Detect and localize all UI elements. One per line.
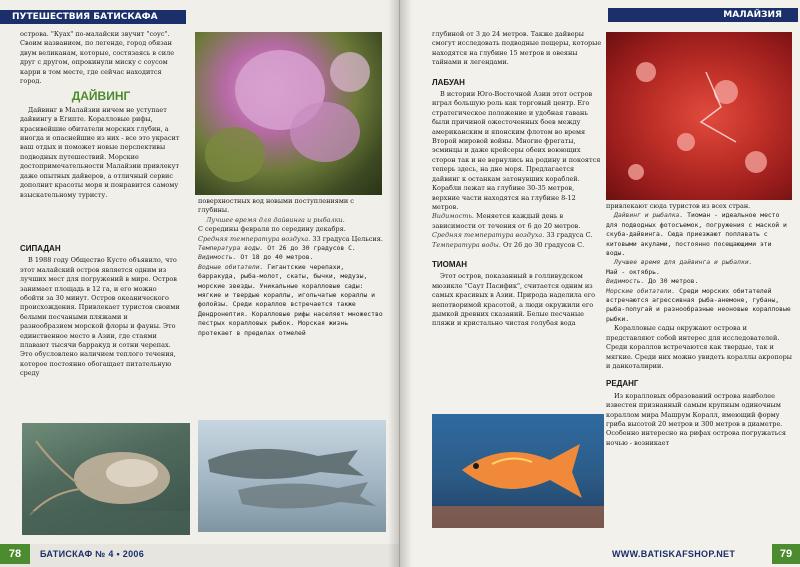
labuan-air-temp-value: 33 градуса С. [546,231,593,240]
tioman-paragraph: Этот остров, показанный в голливудском мюзикле "Саут Пасифик", считается одним из самых красивых в Азии. Природа наделила его непотворимой красотой, а люди окружили его дымкой древних сказаний. Белые песчаные пляжи и кристально чистая голубая вода [432,272,596,328]
right-page [400,0,800,567]
tioman-inhabitants-label: Морские обитатели. [606,286,676,295]
section-banner-left: ПУТЕШЕСТВИЯ БАТИСКАФА [0,10,186,24]
sipadan-paragraph: В 1988 году Общество Кусто объявило, что этот малайский остров является одним из лучших мест для погружений в мире. Остров занимает площадь в 12 га, и его можно обойти за 30 минут. Остров океанического происхождения. Привлекает туристов своими белыми песчаными пляжами и разнообразием морской флоры и фауны. Это единственное место в Азии, где стаями плавают тысячи барракуд и сотни черепах. Это обусловлено наличием теплого течения, которое постоянно обогащает питательную среду [20,256,180,378]
intro-paragraph: острова. "Куах" по-малайски звучит "соус". Своим названием, по легенде, город обязан двум великанам, которые, состязаясь в силе друг с другом, опрокинули миску с соусом карри в том месте, где сейчас находится город. [20,30,175,86]
shop-url-footer: WWW.BATISKAFSHOP.NET [612,549,736,559]
section-banner-right: МАЛАЙЗИЯ [608,8,798,22]
inhabitants-line [198,263,384,338]
fishing-label: Дайвинг и рыбалка. [614,211,684,220]
anthias-fish-illustration [432,414,604,528]
right-column-2 [606,202,792,540]
redang-heading: РЕДАНГ [606,379,639,389]
anthias-fish-photo [432,414,604,528]
tioman-season-value: Май - октябрь. [606,267,660,276]
labuan-visibility-line [432,212,604,231]
labuan-paragraph: В истории Юго-Восточной Азии этот остров играл большую роль как торговый центр. Его стратегическое положение и удобная гавань были причиной ожесточенных боев между американским и японским флотом во время Второй мировой войны. Многие фрегаты, эсминцы и даже крейсеры обеих воюющих сторон так и не вернулись на родину и покоятся теперь здесь, на дне моря. Предлагается дайвинг к останкам затонувших кораблей. Корабли лежат на глубине 30-35 метров, верхние части находятся на глубине 8-12 метров. [432,90,601,211]
diving-heading: ДАЙВИНГ [71,89,131,104]
diving-paragraph: Дайвинг в Малайзии ничем не уступает дайвингу в Египте. Коралловые рифы, красивейшие обитатели морских глубин, а иногда и опаснейшие из них - все это украсит ваш отдых и поможет новые перспективы подводных путешествий. Морские достопримечательности Малайзии привлекут даже опытных дайверов, а отличный сервис дополнит красоты моря и понравится самому взыскательному туристу. [20,105,180,199]
lobster-illustration [22,423,190,535]
coral-gardens-paragraph: Коралловые сады окружают острова и представляют собой интерес для исследователей. Среди кораллов встречаются как твердые, так и мягкие. Среди них можно увидеть кораллы акропоры и данкоталирии. [606,324,792,370]
labuan-water-temp-value: От 26 до 30 градусов С. [502,240,585,249]
inhabitants-label: Водные обитатели. [198,262,264,271]
redang-paragraph: Из коралловых образований острова наиболее известен признанный самым крупным одиночным кораллом мира Машрум Коралл, имеющий форму гриба высотой 20 метров и 300 метров в диаметре. Особенно интересно на рифах острова погружаться ночью - возникает [606,391,787,447]
tioman-visibility-line [606,277,792,286]
air-temp-label: Средняя температура воздуха. [198,234,311,243]
tioman-heading: ТИОМАН [432,259,468,269]
left-column-2 [198,197,384,415]
barracuda-illustration [198,420,386,532]
visibility-line [198,253,384,262]
red-coral-photo [606,32,792,200]
barracuda-photo [198,420,386,532]
tioman-season-label: Лучшее время для дайвинга и рыбалки. [614,258,753,267]
tioman-inhabitants-line [606,287,792,325]
tioman-visibility-label: Видимость. [606,277,645,286]
water-temp-value: От 26 до 30 градусов С. [267,244,356,253]
sipadan-heading: СИПАДАН [20,243,61,253]
purple-sponge-photo [195,32,382,195]
page-number-left: 78 [0,544,30,564]
air-temp-value: 33 градуса Цельсия. [312,234,383,243]
right-column-1 [432,30,604,410]
visibility-value: От 18 до 40 метров. [240,253,314,262]
tioman-inhabitants-value: Среди морских обитателей встречаются агрессивная рыба-анемоне, губаны, рыба-попугай и разнообразные неоновые коралловые рыбки. [606,286,791,323]
labuan-visibility-value: Меняется каждый день в зависимости от течения от 6 до 20 метров. [432,212,581,230]
lobster-photo [22,423,190,535]
labuan-air-temp-line [432,231,604,240]
labuan-air-temp-label: Средняя температура воздуха. [432,231,545,240]
labuan-water-temp-label: Температура воды. [432,240,501,249]
season-value: С середины февраля по середину декабря. [198,225,346,234]
caves-paragraph: глубиной от 3 до 24 метров. Также дайверы смогут исследовать подводные пещеры, которые находятся на глубине 15 метров и овеяны тайнами и легендами. [432,30,602,67]
water-temp-label: Температура воды. [198,244,264,253]
tioman-visibility-value: До 30 метров. [648,277,699,286]
page-gutter [388,0,412,567]
coral-polyps-illustration [606,32,792,200]
water-temp-line [198,244,384,253]
page-number-right: 79 [772,544,800,564]
season-label: Лучшее время для дайвинга и рыбалки. [206,215,345,224]
labuan-water-temp-line [432,241,604,250]
fishing-value: Тиоман - идеальное место для подводных фотосъемок, погружения с маской и скуба-дайвинга. Сюда приезжают поплавать с китовыми акулами, постоянно посещающими эти воды. [606,211,787,258]
air-temp-line [198,235,384,244]
labuan-visibility-label: Видимость. [432,212,474,221]
inhabitants-value: Гигантские черепахи, барракуда, рыба-молот, скаты, бычки, медузы, морские звезды. Уникальные коралловые сады: мягкие и твердые кораллы, игольчатые кораллы и фолойзы. Среди кораллов встречается также Дендронептия. Коралловые рифы населяет множество пестрых коралловых рыбок. Морская жизнь протекает в пределах отмелей [198,262,383,337]
labuan-heading: ЛАБУАН [432,77,465,87]
tourists-text: привлекают сюда туристов из всех стран. [606,202,751,210]
surface-waters-text: поверхностных вод новыми поступлениями с глубины. [198,197,354,215]
visibility-label: Видимость. [198,253,237,262]
fishing-line [606,211,792,258]
magazine-issue-footer: БАТИСКАФ № 4 • 2006 [40,549,145,559]
